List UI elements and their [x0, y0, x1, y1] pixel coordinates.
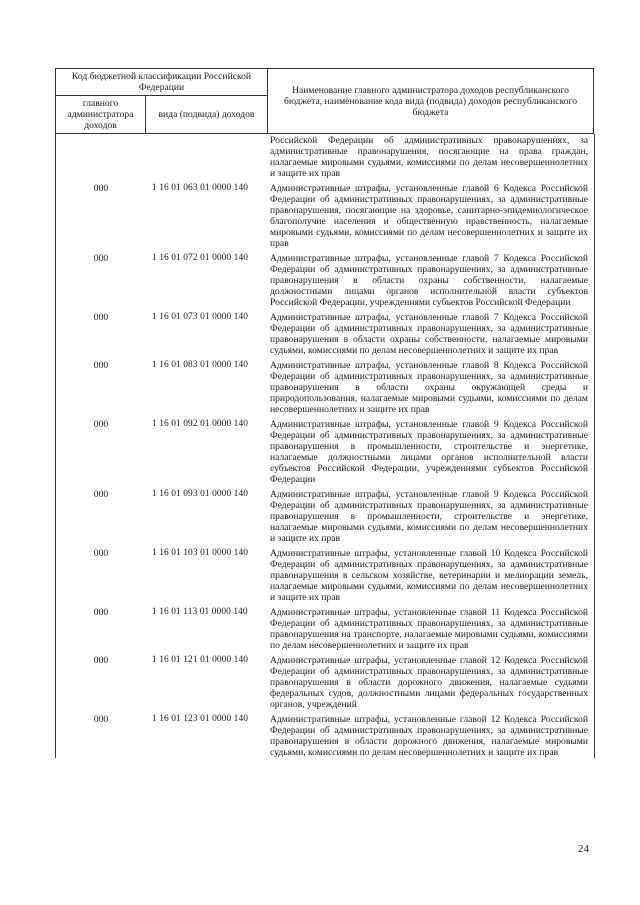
row-kind-code: 1 16 01 123 01 0000 140 — [152, 714, 249, 724]
page-number: 24 — [578, 843, 589, 855]
row-name: Административные штрафы, установленные главой 6 Кодекса Российской Федерации об административных правонарушениях, за административные правонарушения, посягающие на здоровье, санитарно-эпидемиологическое благополучие населения и общественную нравственность, налагаемые мировыми судьями, комиссиями по делам несовершеннолетних и защите их прав — [270, 183, 588, 249]
table-row — [56, 359, 594, 415]
table-row — [56, 488, 594, 544]
row-admin-code: 000 — [93, 655, 109, 666]
row-kind-code: 1 16 01 072 01 0000 140 — [152, 253, 249, 263]
row-name: Административные штрафы, установленные главой 11 Кодекса Российской Федерации об административных правонарушениях, за административные правонарушения на транспорте, налагаемые мировыми судьями, комиссиями по делам несовершеннолетних и защите их прав — [270, 607, 588, 651]
table-row — [56, 606, 594, 651]
table-row — [56, 311, 594, 356]
budget-table-header — [55, 68, 594, 134]
row-kind-code: 1 16 01 113 01 0000 140 — [152, 607, 248, 617]
row-kind-code: 1 16 01 083 01 0000 140 — [152, 360, 249, 370]
row-admin-code: 000 — [93, 312, 109, 323]
table-row — [56, 252, 594, 308]
row-admin-code: 000 — [93, 253, 109, 264]
row-admin-code: 000 — [93, 714, 109, 725]
row-admin-code: 000 — [93, 183, 109, 194]
row-name-continuation: Российской Федерации об административных правонарушениях, за административные правонарушения, посягающие на права граждан, налагаемые мировыми судьями, комиссиями по делам несовершеннолетних и защите их прав — [270, 135, 588, 179]
row-name: Административные штрафы, установленные главой 9 Кодекса Российской Федерации об административных правонарушениях, за административные правонарушения в промышленности, строительстве и энергетике, налагаемые мировыми судьями, комиссиями по делам несовершеннолетних и защите их прав — [270, 489, 588, 544]
table-row — [56, 654, 594, 710]
row-admin-code: 000 — [93, 489, 109, 500]
table-rows — [56, 182, 594, 758]
row-admin-code: 000 — [93, 360, 109, 371]
row-kind-code: 1 16 01 121 01 0000 140 — [152, 655, 249, 665]
admin-column-header: главного администратора доходов — [56, 96, 146, 134]
row-kind-code: 1 16 01 093 01 0000 140 — [152, 489, 249, 499]
row-name: Административные штрафы, установленные главой 9 Кодекса Российской Федерации об административных правонарушениях, за административные правонарушения в промышленности, строительстве и энергетике, налагаемые должностными лицами органов исполнительной власти субъектов Российской Федерации, учреждениями субъектов Российской Федерации — [270, 419, 588, 485]
table-row — [56, 418, 594, 485]
table-row — [56, 547, 594, 603]
name-column-header: Наименование главного администратора доходов республиканского бюджета, наименование кода вида (подвида) доходов республиканского бюджета — [268, 69, 594, 134]
row-name: Административные штрафы, установленные главой 10 Кодекса Российской Федерации об административных правонарушениях, за административные правонарушения в сельском хозяйстве, ветеринарии и мелиорации земель, налагаемые мировыми судьями, комиссиями по делам несовершеннолетних и защите их прав — [270, 548, 588, 603]
row-name: Административные штрафы, установленные главой 8 Кодекса Российской Федерации об административных правонарушениях, за административные правонарушения в области охраны окружающей среды и природопользования, налагаемые мировыми судьями, комиссиями по делам несовершеннолетних и защите их прав — [270, 360, 588, 415]
row-kind-code: 1 16 01 092 01 0000 140 — [152, 419, 249, 429]
table-row — [56, 182, 594, 249]
row-name: Административные штрафы, установленные главой 12 Кодекса Российской Федерации об административных правонарушениях, за административные правонарушения в области дорожного движения, налагаемые мировыми судьями, комиссиями по делам несовершеннолетних и защите их прав — [270, 714, 588, 758]
row-kind-code: 1 16 01 073 01 0000 140 — [152, 312, 249, 322]
row-name: Административные штрафы, установленные главой 12 Кодекса Российской Федерации об административных правонарушениях, за административные правонарушения в области дорожного движения, налагаемые судьями федеральных судов, должностными лицами федеральных государственных органов, учреждений — [270, 655, 588, 710]
row-admin-code: 000 — [93, 548, 109, 559]
row-kind-code: 1 16 01 103 01 0000 140 — [152, 548, 249, 558]
table-body — [55, 134, 595, 758]
row-name: Административные штрафы, установленные главой 7 Кодекса Российской Федерации об административных правонарушениях, за административные правонарушения в области охраны собственности, налагаемые мировыми судьями, комиссиями по делам несовершеннолетних и защите их прав — [270, 312, 588, 356]
row-admin-code: 000 — [93, 607, 109, 618]
budget-table-sheet — [55, 68, 593, 758]
table-row — [56, 713, 594, 758]
row-admin-code: 000 — [93, 419, 109, 430]
row-kind-code: 1 16 01 063 01 0000 140 — [152, 183, 249, 193]
kind-column-header: вида (подвида) доходов — [146, 96, 268, 134]
code-group-header: Код бюджетной классификации Российской Федерации — [56, 69, 268, 96]
table-row-continuation — [56, 134, 594, 179]
row-name: Административные штрафы, установленные главой 7 Кодекса Российской Федерации об административных правонарушениях, за административные правонарушения в области охраны собственности, налагаемые должностными лицами органов исполнительной власти субъектов Российской Федерации, учреждениями субъектов Российской Федерации — [270, 253, 588, 308]
